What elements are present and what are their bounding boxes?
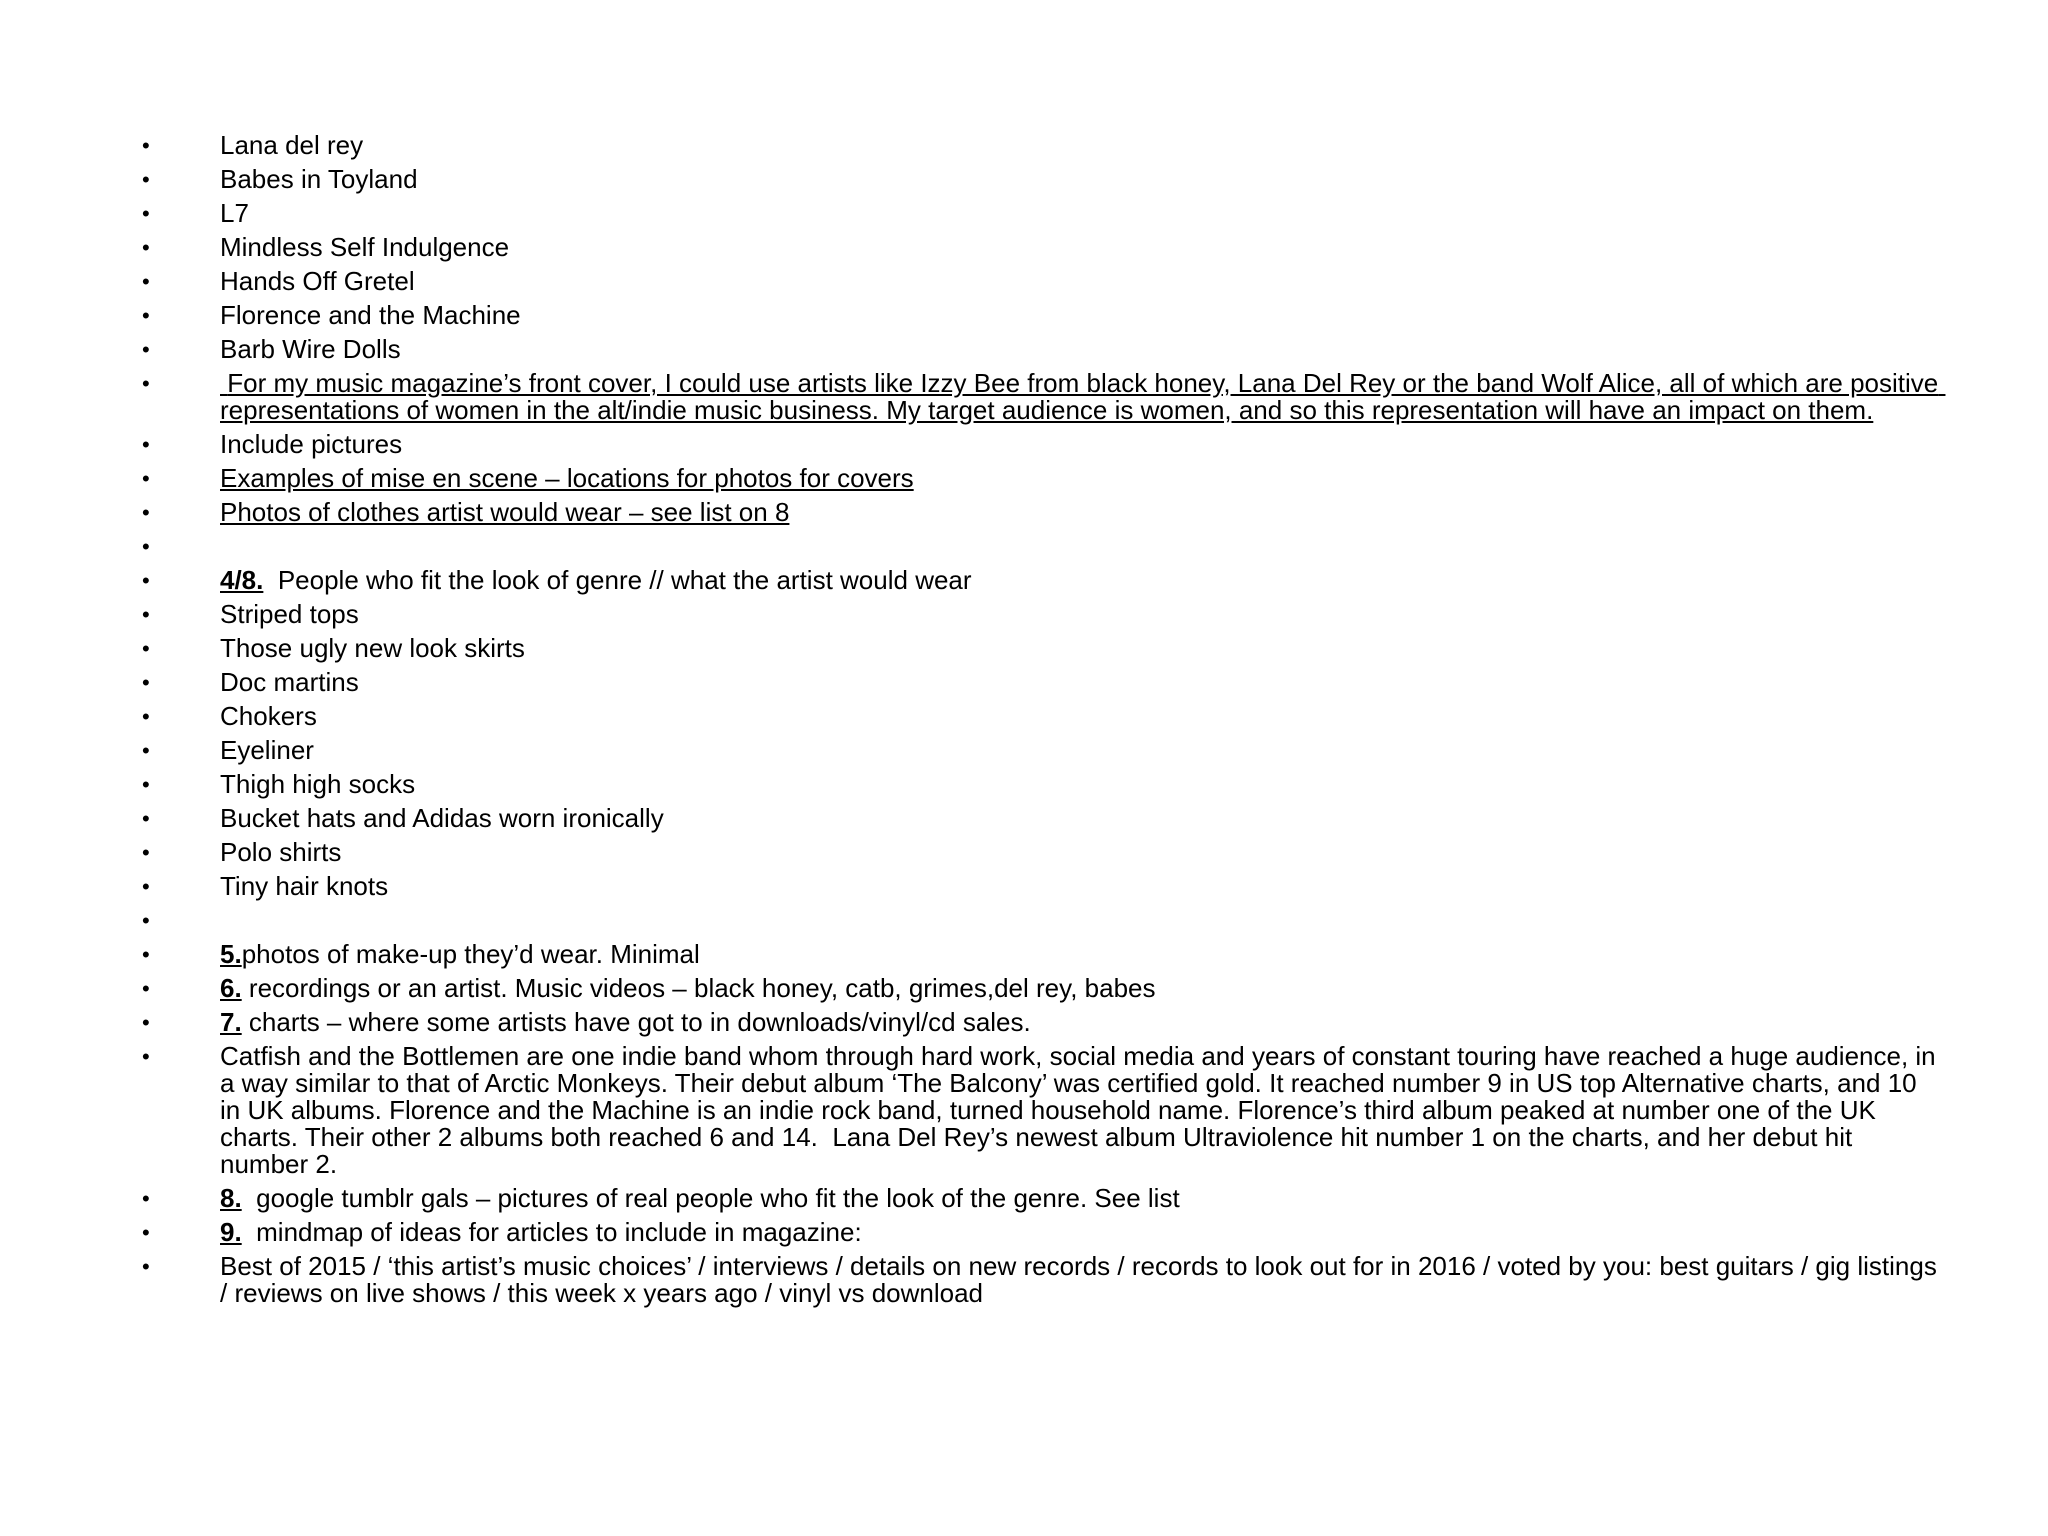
list-item-text: Include pictures [220, 429, 403, 459]
list-item-text: Bucket hats and Adidas worn ironically [220, 803, 664, 833]
list-item [140, 805, 1940, 832]
bullet-icon: • [142, 371, 150, 396]
list-item-text: photos of make-up they’d wear. Minimal [241, 939, 700, 969]
bullet-icon: • [142, 500, 150, 525]
list-item-content [220, 232, 509, 262]
bullet-icon: • [142, 1220, 150, 1245]
list-item [140, 431, 1940, 458]
bullet-icon: • [142, 942, 150, 967]
list-item-content [220, 633, 525, 663]
list-item-content [220, 1217, 862, 1247]
list-item-text: Babes in Toyland [220, 164, 418, 194]
list-item-text: Striped tops [220, 599, 359, 629]
list-item [140, 567, 1940, 594]
list-item-content [220, 164, 418, 194]
item-number: 8. [220, 1183, 242, 1213]
list-item [140, 200, 1940, 227]
list-item-text: Lana del rey [220, 130, 364, 160]
list-item-text: Thigh high socks [220, 769, 416, 799]
bullet-icon: • [142, 269, 150, 294]
list-item-content [220, 803, 664, 833]
bullet-icon: • [142, 636, 150, 661]
list-item [140, 465, 1940, 492]
list-item-text: google tumblr gals – pictures of real people who fit the look of the genre. See list [241, 1183, 1180, 1213]
list-item-content [220, 1007, 1031, 1037]
bullet-icon: • [142, 534, 150, 559]
bullet-icon: • [142, 874, 150, 899]
list-item-text: For my music magazine’s front cover, I could use artists like Izzy Bee from black honey, Lana Del Rey or the band Wolf Alice, all of which are positive representations of women in the alt/indie music business. My target audience is women, and so this representation will have an impact on them. [220, 368, 1946, 425]
bullet-icon: • [142, 704, 150, 729]
list-item [140, 873, 1940, 900]
list-item-content [220, 667, 359, 697]
item-number: 5. [220, 939, 242, 969]
list-item-text: Chokers [220, 701, 317, 731]
list-item-content [220, 871, 388, 901]
bullet-icon: • [142, 167, 150, 192]
list-item [140, 166, 1940, 193]
list-item [140, 1041, 1943, 1179]
item-number: 9. [220, 1217, 242, 1247]
list-item-text: Mindless Self Indulgence [220, 232, 510, 262]
bullet-icon: • [142, 670, 150, 695]
list-item-content [220, 1251, 1944, 1308]
list-item [140, 499, 1940, 526]
list-item [140, 907, 1940, 934]
list-item-content [220, 973, 1155, 1003]
item-number: 7. [220, 1007, 242, 1037]
list-item-content [220, 334, 401, 364]
list-item [140, 368, 1946, 425]
list-item [140, 975, 1940, 1002]
list-item-content [220, 429, 402, 459]
bullet-list [140, 130, 1946, 1314]
list-item-content [220, 735, 314, 765]
bullet-icon: • [142, 976, 150, 1001]
list-item-text: Photos of clothes artist would wear – see list on 8 [220, 497, 790, 527]
list-item-content [220, 266, 415, 296]
bullet-icon: • [142, 568, 150, 593]
list-item [140, 132, 1940, 159]
bullet-icon: • [142, 1254, 150, 1279]
list-item-content [220, 130, 363, 160]
list-item-content [220, 1041, 1943, 1179]
list-item [140, 839, 1940, 866]
bullet-icon: • [142, 432, 150, 457]
list-item-content [220, 300, 521, 330]
list-item-text: Catfish and the Bottlemen are one indie band whom through hard work, social media and years of constant touring have reached a huge audience, in a way similar to that of Arctic Monkeys. Their debut album ‘The Balcony’ was certified gold. It reached number 9 in US top Alternative charts, and 10 in UK albums. Florence and the Machine is an indie rock band, turned household name. Florence’s third album peaked at number one of the UK charts. Their other 2 albums both reached 6 and 14. Lana Del Rey’s newest album Ultraviolence hit number 1 on the charts, and her debut hit number 2. [220, 1041, 1943, 1179]
bullet-icon: • [142, 303, 150, 328]
list-item-text: Barb Wire Dolls [220, 334, 401, 364]
list-item [140, 737, 1940, 764]
list-item-text: Florence and the Machine [220, 300, 521, 330]
list-item [140, 302, 1940, 329]
list-item [140, 533, 1940, 560]
bullet-icon: • [142, 1186, 150, 1211]
list-item-content [220, 837, 341, 867]
list-item-content [220, 939, 700, 969]
list-item [140, 1219, 1940, 1246]
bullet-icon: • [142, 1044, 150, 1069]
bullet-icon: • [142, 235, 150, 260]
list-item-text: mindmap of ideas for articles to include in magazine: [241, 1217, 862, 1247]
list-item-text: charts – where some artists have got to in downloads/vinyl/cd sales. [241, 1007, 1031, 1037]
list-item-content [220, 463, 914, 493]
list-item-text: Examples of mise en scene – locations for photos for covers [220, 463, 914, 493]
item-number: 4/8. [220, 565, 264, 595]
list-item-text: Doc martins [220, 667, 359, 697]
item-number: 6. [220, 973, 242, 1003]
list-item-content [220, 599, 359, 629]
list-item-content [220, 497, 789, 527]
list-item-text: Those ugly new look skirts [220, 633, 525, 663]
list-item [140, 234, 1940, 261]
list-item [140, 669, 1940, 696]
bullet-icon: • [142, 772, 150, 797]
list-item-text: People who fit the look of genre // what the artist would wear [263, 565, 972, 595]
list-item [140, 601, 1940, 628]
list-item-content [220, 198, 249, 228]
bullet-icon: • [142, 738, 150, 763]
list-item-content [220, 565, 972, 595]
list-item [140, 941, 1940, 968]
list-item [140, 1185, 1940, 1212]
bullet-icon: • [142, 806, 150, 831]
list-item [140, 703, 1940, 730]
bullet-icon: • [142, 908, 150, 933]
bullet-icon: • [142, 201, 150, 226]
list-item-content [220, 769, 415, 799]
list-item [140, 1009, 1940, 1036]
list-item-content [220, 368, 1945, 425]
bullet-icon: • [142, 1010, 150, 1035]
list-item-content [220, 1183, 1180, 1213]
list-item-text: Tiny hair knots [220, 871, 389, 901]
list-item [140, 771, 1940, 798]
list-item-text: Polo shirts [220, 837, 342, 867]
list-item-text: L7 [220, 198, 249, 228]
bullet-icon: • [142, 602, 150, 627]
list-item-text: Eyeliner [220, 735, 314, 765]
list-item-text: Hands Off Gretel [220, 266, 415, 296]
list-item-text: Best of 2015 / ‘this artist’s music choices’ / interviews / details on new records / records to look out for in 2016 / voted by you: best guitars / gig listings / reviews on live shows / this week x years ago / vinyl vs download [220, 1251, 1945, 1308]
list-item [140, 635, 1940, 662]
list-item [140, 268, 1940, 295]
list-item-content [220, 701, 317, 731]
bullet-icon: • [142, 133, 150, 158]
list-item [140, 1251, 1945, 1308]
bullet-icon: • [142, 840, 150, 865]
list-item-text: recordings or an artist. Music videos – black honey, catb, grimes,del rey, babes [241, 973, 1156, 1003]
bullet-icon: • [142, 337, 150, 362]
list-item [140, 336, 1940, 363]
bullet-icon: • [142, 466, 150, 491]
